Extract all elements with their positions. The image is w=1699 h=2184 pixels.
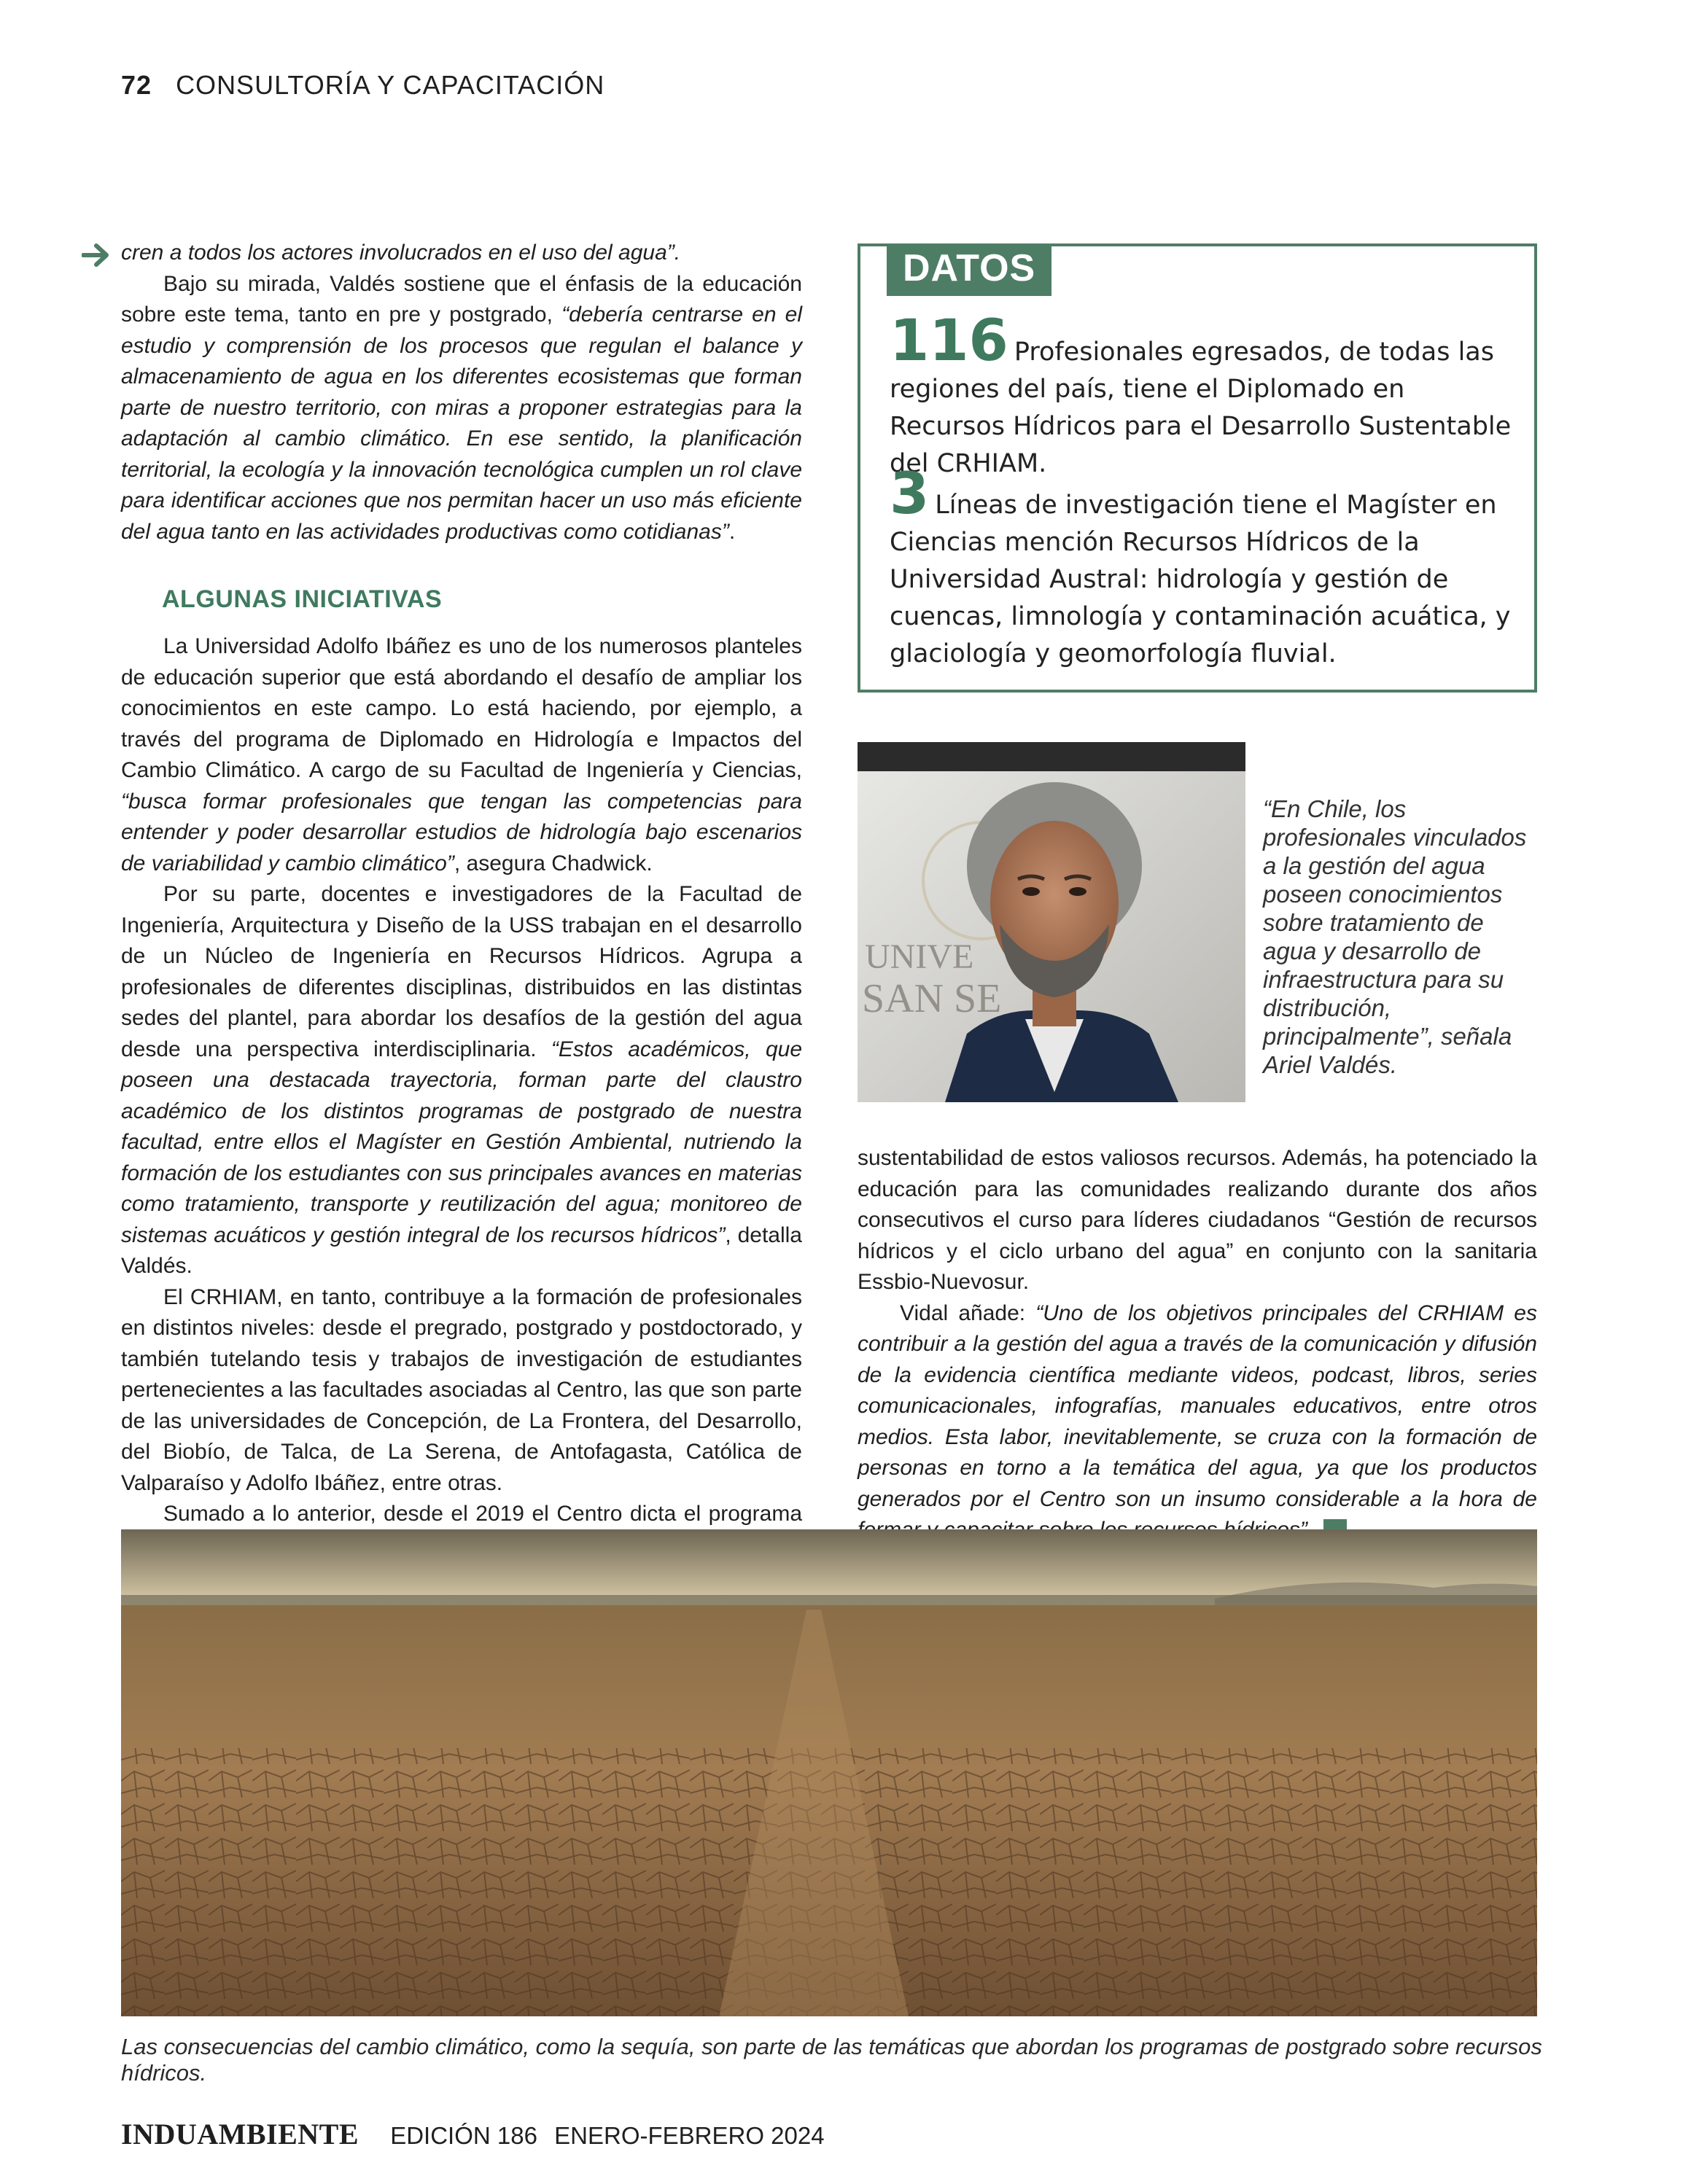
photo-sign-text: UNIVE [865, 937, 974, 976]
magazine-logo: INDUAMBIENTE [121, 2118, 359, 2150]
pull-quote: “En Chile, los profesionales vinculados a la gestión del agua poseen conocimientos sobre tratamiento de agua y desarrollo de infraestructura para su distribución, principalmente”, señala Ariel Valdés. [1263, 795, 1527, 1078]
arrow-right-icon [82, 242, 112, 268]
paragraph: Por su parte, docentes e investigadores de la Facultad de Ingeniería, Arquitectura y Diseño de la USS trabajan en el desarrollo de un Núcleo de Ingeniería en Recursos Hídricos. Agrupa a profesionales de diferentes disciplinas, distribuidos en las distintas sedes del plantel, para abordar los desafíos de la gestión del agua desde una perspectiva interdisciplinaria. “Estos académicos, que poseen una destacada trayectoria, forman parte del claustro académico de los distintos programas de postgrado de nuestra facultad, entre ellos el Magíster en Gestión Ambiental, nutriendo la formación de los estudiantes con sus principales avances en materias como tratamiento, transporte y reutilización del agua; monitoreo de sistemas acuáticos y gestión integral de los recursos hídricos”, detalla Valdés. [121, 882, 802, 1278]
paragraph: cren a todos los actores involucrados en el uso del agua”. [121, 241, 681, 265]
page-header [121, 70, 604, 101]
datos-item [890, 461, 1517, 673]
quote: “Uno de los objetivos principales del CRHIAM es contribuir a la gestión del agua a través de la comunicación y difusión de la evidencia científica mediante videos, podcast, libros, series comunicacionales, infografías, manuales educativos, entre otros medios. Esta labor, inevitablemente, se cruza con la formación de personas en torno a la temática del agua, ya que los productos generados por el Centro son un insumo considerable a la hora de [858, 1300, 1537, 1511]
datos-item [890, 308, 1517, 483]
datos-text: Líneas de investigación tiene el Magíster en Ciencias mención Recursos Hídricos de la Universidad Austral: hidrología y gestión de cuencas, limnología y contaminación acuática, y glaciología y geomorfología fluvial. [890, 491, 1511, 668]
quote: “busca formar profesionales que tengan las competencias para entender y poder desarrollar estudios de hidrología bajo escenarios de variabilidad y cambio climático” [121, 789, 802, 875]
datos-text: Profesionales egresados, de todas las regiones del país, tiene el Diplomado en Recursos Hídricos para el Desarrollo Sustentable del CRHIAM. [890, 338, 1512, 478]
quote: “debería centrarse en el estudio y comprensión de los procesos que regulan el balance y almacenamiento de agua en los diferentes ecosistemas que forman parte de nuestro territorio, con miras a proponer estrategias para la adaptación al cambio climático. En ese sentido, la planificación territorial, la ecología y la innovación tecnológica cumplen un rol clave para identificar acciones que nos permitan hacer un uso más eficiente del agua tanto en las actividades productivas como cotidianas” [121, 303, 802, 544]
datos-number: 116 [890, 308, 1008, 374]
paragraph: Sumado a lo anterior, desde el 2019 el Centro dicta el programa [163, 1502, 802, 1526]
photo-caption: Las consecuencias del cambio climático, como la sequía, son parte de las temáticas que abordan los programas de postgrado sobre recursos hídricos. [121, 2034, 1542, 2086]
paragraph: Bajo su mirada, Valdés sostiene que el énfasis de la educación sobre este tema, tanto en pre y postgrado, “debería centrarse en el estudio y comprensión de los procesos que regulan el balance y almacenamiento de agua en los diferentes ecosistemas que forman parte de nuestro territorio, con miras a proponer estrategias para la adaptación al cambio climático. En ese sentido, la planificación territorial, la ecología y la innovación tecnológica cumplen un rol clave para identificar acciones que nos permitan hacer un uso más eficiente del agua tanto en las actividades productivas como cotidianas”. [121, 271, 802, 544]
quote: “Estos académicos, que poseen una destacada trayectoria, forman parte del claustro académico de los distintos programas de postgrado de nuestra facultad, entre ellos el Magíster en Gestión Ambiental, nutriendo la formación de los estudiantes con sus principales avances en materias como tratamiento, transporte y reutilización del agua; monitoreo de sistemas acuáticos y gestión integral de los recursos hídricos” [121, 1037, 802, 1247]
page-footer [121, 2117, 825, 2151]
paragraph: La Universidad Adolfo Ibáñez es uno de los numerosos planteles de educación superior que está abordando el desafío de ampliar los conocimientos en este campo. Lo está haciendo, por ejemplo, a través del programa de Diplomado en Hidrología e Impactos del Cambio Climático. A cargo de su Facultad de Ingeniería y Ciencias, “busca formar profesionales que tengan las competencias para entender y poder desarrollar estudios de hidrología bajo escenarios de variabilidad y cambio climático”, asegura Chadwick. [121, 634, 802, 875]
subheading: ALGUNAS INICIATIVAS [162, 585, 443, 613]
left-column [121, 238, 802, 1623]
portrait-photo [858, 742, 1245, 1102]
paragraph: Vidal añade: “Uno de los objetivos principales del CRHIAM es contribuir a la gestión del agua a través de la comunicación y difusión de la evidencia científica mediante videos, podcast, libros, series comunicacionales, infografías, manuales educativos, entre otros medios. Esta labor, inevitablemente, se cruza con la formación de personas en torno a la temática del agua, ya que los productos generados por el Centro son un insumo considerable a la hora de [858, 1298, 1537, 1546]
drought-landscape-photo [121, 1529, 1537, 2016]
paragraph: El CRHIAM, en tanto, contribuye a la formación de profesionales en distintos niveles: desde el pregrado, postgrado y postdoctorado, y también tutelando tesis y trabajos de investigación de estudiantes pertenecientes a las facultades asociadas al Centro, las que son parte de las universidades de Concepción, de La Frontera, del Desarrollo, del Biobío, de Talca, de La Serena, de Antofagasta, Católica de Valparaíso y Adolfo Ibáñez, entre otras. [121, 1284, 802, 1495]
section-title: CONSULTORÍA Y CAPACITACIÓN [176, 70, 605, 100]
datos-number: 3 [890, 461, 930, 527]
right-column [858, 1143, 1537, 1546]
datos-title: DATOS [887, 243, 1051, 296]
photo-sign-text: SAN SE [862, 976, 1002, 1021]
paragraph: sustentabilidad de estos valiosos recursos. Además, ha potenciado la educación para las comunidades realizando durante dos años consecutivos el curso para líderes ciudadanos “Gestión de recursos hídricos y el ciclo urbano del agua” en conjunto con la sanitaria Essbio-Nuevosur. [858, 1146, 1537, 1294]
edition-label: EDICIÓN 186 [390, 2122, 537, 2149]
date-label: ENERO-FEBRERO 2024 [554, 2122, 825, 2149]
page-number: 72 [121, 70, 152, 100]
